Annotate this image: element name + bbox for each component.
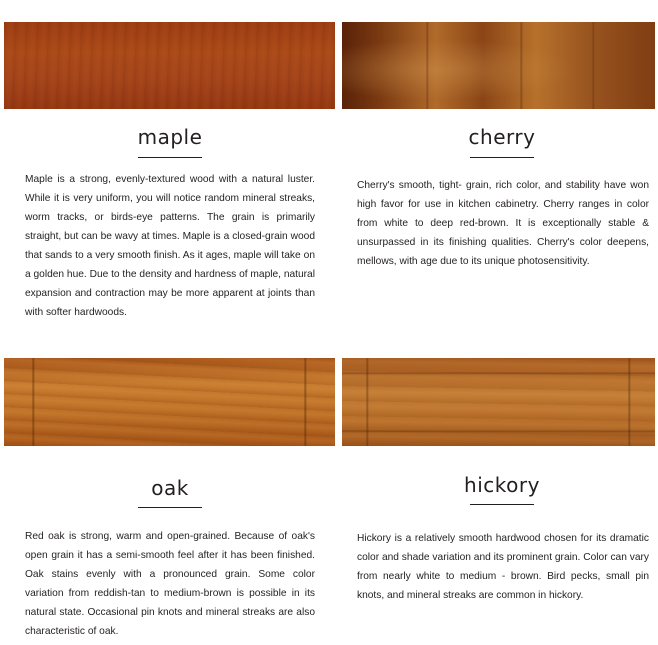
oak-description: Red oak is strong, warm and open-grained. Because of oak's open grain it has a semi-smooth feel after it has been finished. Oak stains evenly with a pronounced grain. Some color variation from reddish-tan to medium-brown is possible in its natural state. Occasional pin knots and mineral streaks are also characteristic of oak.: [25, 531, 315, 637]
oak-title: oak: [151, 476, 189, 500]
oak-wood-swatch: [4, 358, 335, 446]
cherry-title: cherry: [468, 125, 536, 149]
maple-title: maple: [137, 125, 203, 149]
cherry-title-underline: [470, 157, 534, 158]
maple-description: Maple is a strong, evenly-textured wood with a natural luster. While it is very uniform, you will notice random mineral streaks, worm tracks, or birds-eye patterns. The grain is primarily straight, but can be wavy at times. Maple is a closed-grain wood that sands to a very smooth finish. As it ages, maple will take on a golden hue. Due to the density and hardness of maple, natural expansion and contraction may be more apparent at joints than with softer hardwoods.: [25, 174, 315, 318]
cherry-description: Cherry's smooth, tight- grain, rich color, and stability have won high favor for use in kitchen cabinetry. Cherry ranges in color from white to deep red-brown. It is exceptionally stable & unsurpassed in its finishing qualities. Cherry's color deepens, mellows, with age due to its unique photosensitivity.: [357, 180, 649, 267]
hickory-title-underline: [470, 504, 534, 505]
maple-wood-swatch: [4, 22, 335, 109]
cherry-wood-swatch: [342, 22, 655, 109]
oak-title-underline: [138, 507, 202, 508]
hickory-title: hickory: [464, 473, 540, 497]
hickory-wood-swatch: [342, 358, 655, 446]
maple-title-underline: [138, 157, 202, 158]
hickory-description: Hickory is a relatively smooth hardwood chosen for its dramatic color and shade variation and its prominent grain. Color can vary from nearly white to medium - brown. Bird pecks, small pin knots, and mineral streaks are common in hickory.: [357, 533, 649, 601]
